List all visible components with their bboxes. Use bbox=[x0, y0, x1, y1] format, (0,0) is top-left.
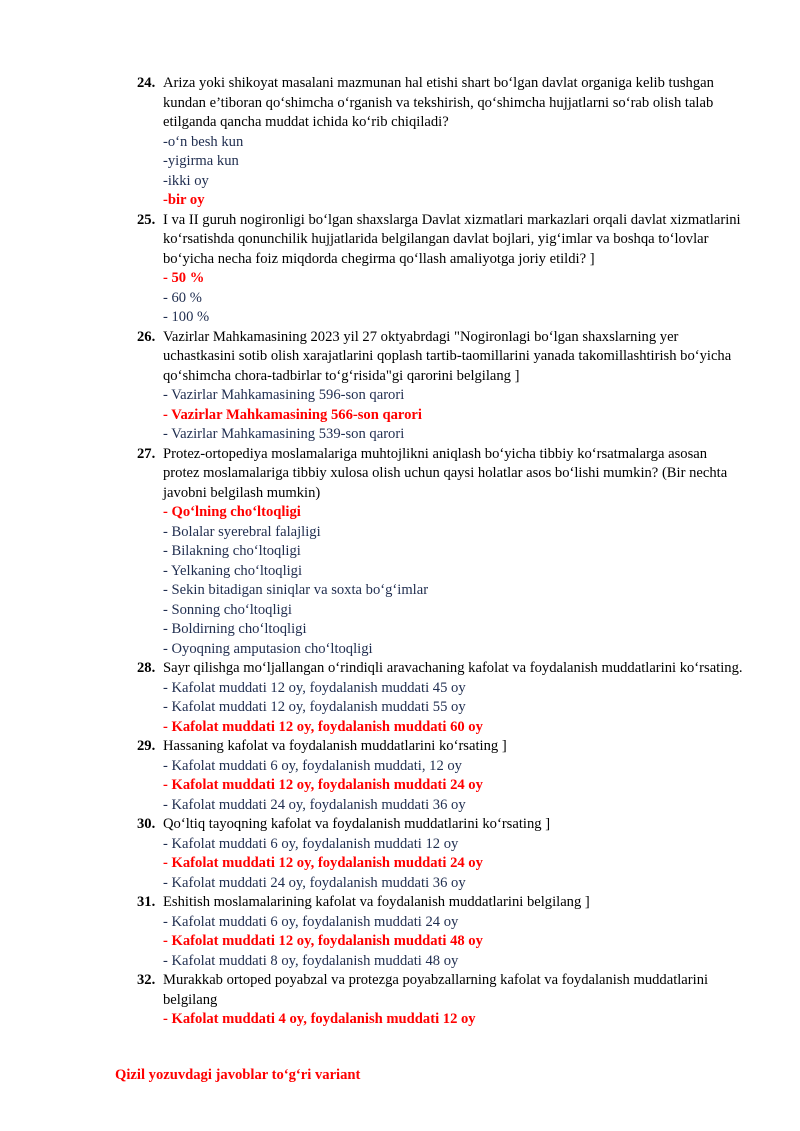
question-list bbox=[0, 74, 800, 1030]
answer-option: - Bolalar syerebral falajligi bbox=[163, 523, 321, 540]
answer-option: -o‘n besh kun bbox=[163, 133, 244, 150]
question-block bbox=[0, 971, 800, 1030]
question-block bbox=[0, 211, 800, 328]
question-number: 30. bbox=[137, 816, 156, 832]
answer-option: - Kafolat muddati 12 oy, foydalanish muddati 55 oy bbox=[163, 699, 466, 715]
question-number: 25. bbox=[137, 211, 156, 228]
answer-option: - Boldirning cho‘ltoqligi bbox=[163, 621, 307, 637]
answer-option: - Sonning cho‘ltoqligi bbox=[163, 601, 292, 618]
answer-option-correct: - Kafolat muddati 4 oy, foydalanish muddati 12 oy bbox=[163, 1011, 476, 1027]
answer-option: -yigirma kun bbox=[163, 153, 239, 169]
answer-option: - Vazirlar Mahkamasining 596-son qarori bbox=[163, 387, 405, 403]
question-text: Qo‘ltiq tayoqning kafolat va foydalanish muddatlarini ko‘rsating ] bbox=[163, 816, 551, 832]
answer-option: - Yelkaning cho‘ltoqligi bbox=[163, 562, 303, 579]
question-number: 26. bbox=[137, 328, 156, 345]
answer-option: - Kafolat muddati 8 oy, foydalanish muddati 48 oy bbox=[163, 952, 459, 969]
answer-option: -ikki oy bbox=[163, 172, 209, 189]
answer-option: - 60 % bbox=[163, 289, 202, 306]
question-number: 24. bbox=[137, 75, 156, 91]
question-number: 32. bbox=[137, 972, 156, 988]
question-block bbox=[0, 893, 800, 971]
question-text: Sayr qilishga mo‘ljallangan o‘rindiqli aravachaning kafolat va foydalanish muddatlarini ko‘rsating. bbox=[163, 660, 743, 676]
question-number: 29. bbox=[137, 738, 156, 754]
answer-option: - 100 % bbox=[163, 309, 210, 325]
question-block bbox=[0, 737, 800, 815]
question-block bbox=[0, 445, 800, 660]
answer-option-correct: - Vazirlar Mahkamasining 566-son qarori bbox=[163, 406, 422, 423]
question-text: Vazirlar Mahkamasining 2023 yil 27 oktyabrdagi "Nogironlagi bo‘lgan shaxslarning yer uchastkasini sotib olish xarajatlarini qoplash tartib-taomillarini yanada takomillashtirish bo‘yicha qo‘shimcha chora-tadbirlar to‘g‘risida"gi qarorini belgilang ] bbox=[163, 328, 732, 384]
footer-note: Qizil yozuvdagi javoblar to‘g‘ri variant bbox=[115, 1067, 361, 1083]
question-number: 28. bbox=[137, 660, 156, 676]
question-text: Ariza yoki shikoyat masalani mazmunan hal etishi shart bo‘lgan davlat organiga kelib tushgan kundan e’tiboran qo‘shimcha o‘rganish va tekshirish, qo‘shimcha hujjatlarni so‘rab olish talab etilganda qancha muddat ichida ko‘rib chiqiladi? bbox=[163, 75, 714, 130]
question-block bbox=[0, 328, 800, 445]
answer-option: - Vazirlar Mahkamasining 539-son qarori bbox=[163, 426, 405, 442]
question-number: 27. bbox=[137, 445, 156, 462]
answer-option: - Kafolat muddati 6 oy, foydalanish muddati 24 oy bbox=[163, 913, 459, 930]
answer-option-correct: - 50 % bbox=[163, 270, 205, 286]
question-block bbox=[0, 659, 800, 737]
question-text: Hassaning kafolat va foydalanish muddatlarini ko‘rsating ] bbox=[163, 738, 507, 754]
question-number: 31. bbox=[137, 894, 156, 910]
answer-option: - Kafolat muddati 12 oy, foydalanish muddati 45 oy bbox=[163, 679, 466, 696]
answer-option-correct: - Qo‘lning cho‘ltoqligi bbox=[163, 504, 301, 520]
question-text: Protez-ortopediya moslamalariga muhtojlikni aniqlash bo‘yicha tibbiy ko‘rsatmalarga asosan protez moslamalariga tibbiy xulosa olish uchun qaysi holatlar asos bo‘lishi mumkin? (Bir nechta javobni belgilash mumkin) bbox=[163, 445, 728, 501]
answer-option: - Kafolat muddati 24 oy, foydalanish muddati 36 oy bbox=[163, 874, 466, 891]
answer-option-correct: - Kafolat muddati 12 oy, foydalanish muddati 48 oy bbox=[163, 933, 483, 949]
question-text: Murakkab ortoped poyabzal va protezga poyabzallarning kafolat va foydalanish muddatlarini belgilang bbox=[163, 972, 709, 1008]
answer-option: - Kafolat muddati 6 oy, foydalanish muddati, 12 oy bbox=[163, 757, 462, 774]
answer-option-correct: - Kafolat muddati 12 oy, foydalanish muddati 24 oy bbox=[163, 777, 483, 793]
answer-option: - Kafolat muddati 6 oy, foydalanish muddati 12 oy bbox=[163, 835, 459, 852]
answer-option: - Kafolat muddati 24 oy, foydalanish muddati 36 oy bbox=[163, 796, 466, 813]
answer-option: - Oyoqning amputasion cho‘ltoqligi bbox=[163, 640, 373, 657]
answer-option: - Bilakning cho‘ltoqligi bbox=[163, 543, 301, 559]
answer-option: - Sekin bitadigan siniqlar va soxta bo‘g‘imlar bbox=[163, 582, 429, 598]
question-block bbox=[0, 815, 800, 893]
question-text: I va II guruh nogironligi bo‘lgan shaxslarga Davlat xizmatlari markazlari orqali davlat xizmatlarini ko‘rsatishda qonunchilik hujjatlarida belgilangan davlat bojlari, yig‘imlar va boshqa to‘lovlar bo‘yicha necha foiz miqdorda chegirma qo‘llash amaliyotga joriy etildi? ] bbox=[163, 211, 741, 267]
question-block bbox=[0, 74, 800, 211]
answer-option-correct: -bir oy bbox=[163, 192, 205, 208]
answer-option-correct: - Kafolat muddati 12 oy, foydalanish muddati 60 oy bbox=[163, 718, 483, 735]
answer-option-correct: - Kafolat muddati 12 oy, foydalanish muddati 24 oy bbox=[163, 855, 483, 871]
question-text: Eshitish moslamalarining kafolat va foydalanish muddatlarini belgilang ] bbox=[163, 894, 590, 910]
